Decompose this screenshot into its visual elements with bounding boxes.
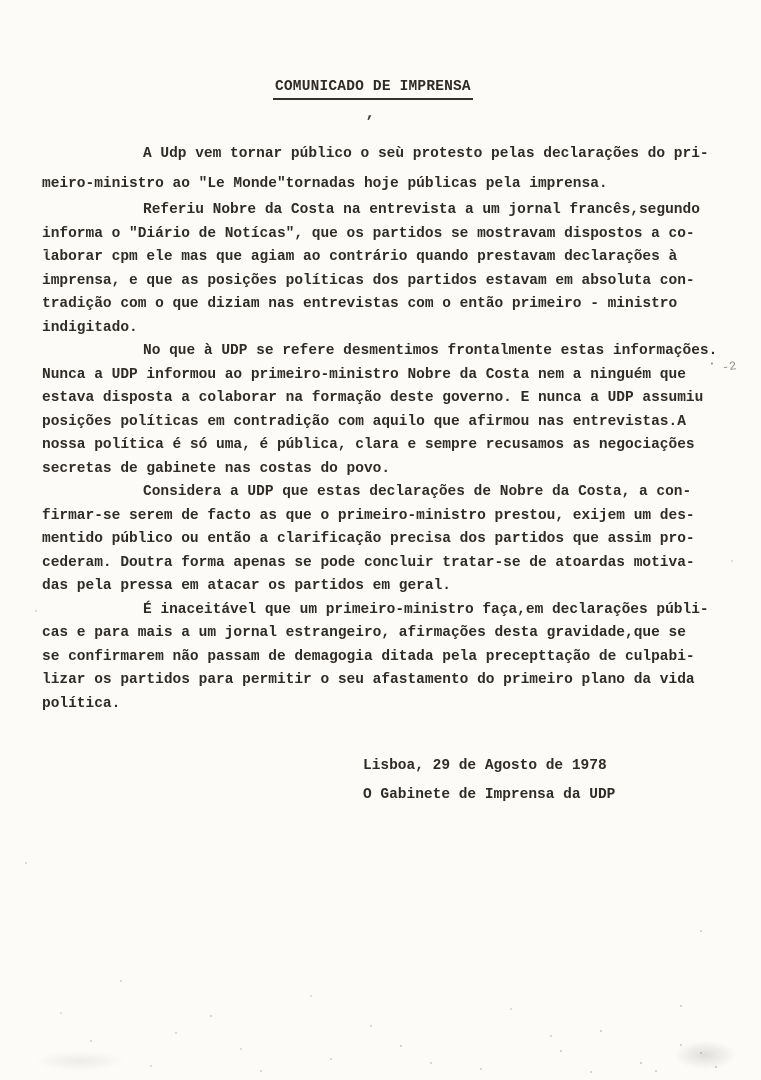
- pencil-dot-mark: ·: [708, 356, 716, 371]
- paragraph: [42, 139, 722, 199]
- text-line: No que à UDP se refere desmentimos frontalmente estas informações.: [143, 343, 718, 359]
- paragraph: [42, 599, 722, 717]
- text-line: mentido público ou então a clarificação precisa dos partidos que assim pro-: [42, 531, 695, 547]
- scan-smudge-bottom-right: [662, 1035, 748, 1075]
- signature-line: O Gabinete de Imprensa da UDP: [363, 787, 616, 803]
- text-line: meiro-ministro ao "Le Monde"tornadas hoje públicas pela imprensa.: [42, 176, 608, 192]
- closing-block: [363, 752, 615, 810]
- pencil-margin-note: -2: [721, 359, 738, 375]
- text-line: A Udp vem tornar público o seù protesto pelas declarações do pri-: [143, 146, 709, 162]
- stray-ink-tick: ‚: [365, 104, 375, 122]
- place-date-line: Lisboa, 29 de Agosto de 1978: [363, 758, 607, 774]
- text-line: tradição com o que diziam nas entrevistas com o então primeiro - ministro: [42, 296, 678, 312]
- document-title: COMUNICADO DE IMPRENSA: [273, 79, 473, 100]
- paragraph: [42, 481, 722, 599]
- text-line: cas e para mais a um jornal estrangeiro, afirmações desta gravidade,que se: [42, 625, 686, 641]
- text-line: Referiu Nobre da Costa na entrevista a um jornal francês,segundo: [143, 202, 700, 218]
- text-line: laborar cpm ele mas que agiam ao contrário quando prestavam declarações à: [42, 249, 678, 265]
- text-line: posições políticas em contradição com aquilo que afirmou nas entrevistas.A: [42, 413, 686, 430]
- text-line: informa o "Diário de Notícas", que os partidos se mostravam dispostos a co-: [42, 225, 695, 242]
- text-line: lizar os partidos para permitir o seu afastamento do primeiro plano da vida: [42, 672, 695, 688]
- paragraph: [42, 340, 722, 481]
- text-line: imprensa, e que as posições políticas dos partidos estavam em absoluta con-: [42, 272, 695, 289]
- text-line: firmar-se serem de facto as que o primeiro-ministro prestou, exijem um des-: [42, 507, 695, 524]
- text-line: Nunca a UDP informou ao primeiro-ministro Nobre da Costa nem a ninguém que: [42, 366, 686, 383]
- text-line: cederam. Doutra forma apenas se pode concluir tratar-se de atoardas motiva-: [42, 554, 695, 571]
- text-line: secretas de gabinete nas costas do povo.: [42, 460, 391, 477]
- text-line: política.: [42, 695, 121, 712]
- text-line: das pela pressa em atacar os partidos em geral.: [42, 578, 451, 594]
- text-line: Considera a UDP que estas declarações de Nobre da Costa, a con-: [143, 484, 692, 500]
- scan-noise-speckles: [0, 0, 2, 2]
- text-line: se confirmarem não passam de demagogia ditada pela precepttação de culpabi-: [42, 648, 695, 665]
- text-line: nossa política é só uma, é pública, clara e sempre recusamos as negociações: [42, 437, 695, 453]
- text-line: indigitado.: [42, 319, 138, 336]
- text-line: estava disposta a colaborar na formação deste governo. E nunca a UDP assumiu: [42, 390, 704, 406]
- document-body: [42, 139, 722, 716]
- paragraph: [42, 199, 722, 340]
- scan-smudge-bottom-left: [20, 1048, 140, 1074]
- text-line: É inaceitável que um primeiro-ministro faça,em declarações públi-: [143, 601, 709, 618]
